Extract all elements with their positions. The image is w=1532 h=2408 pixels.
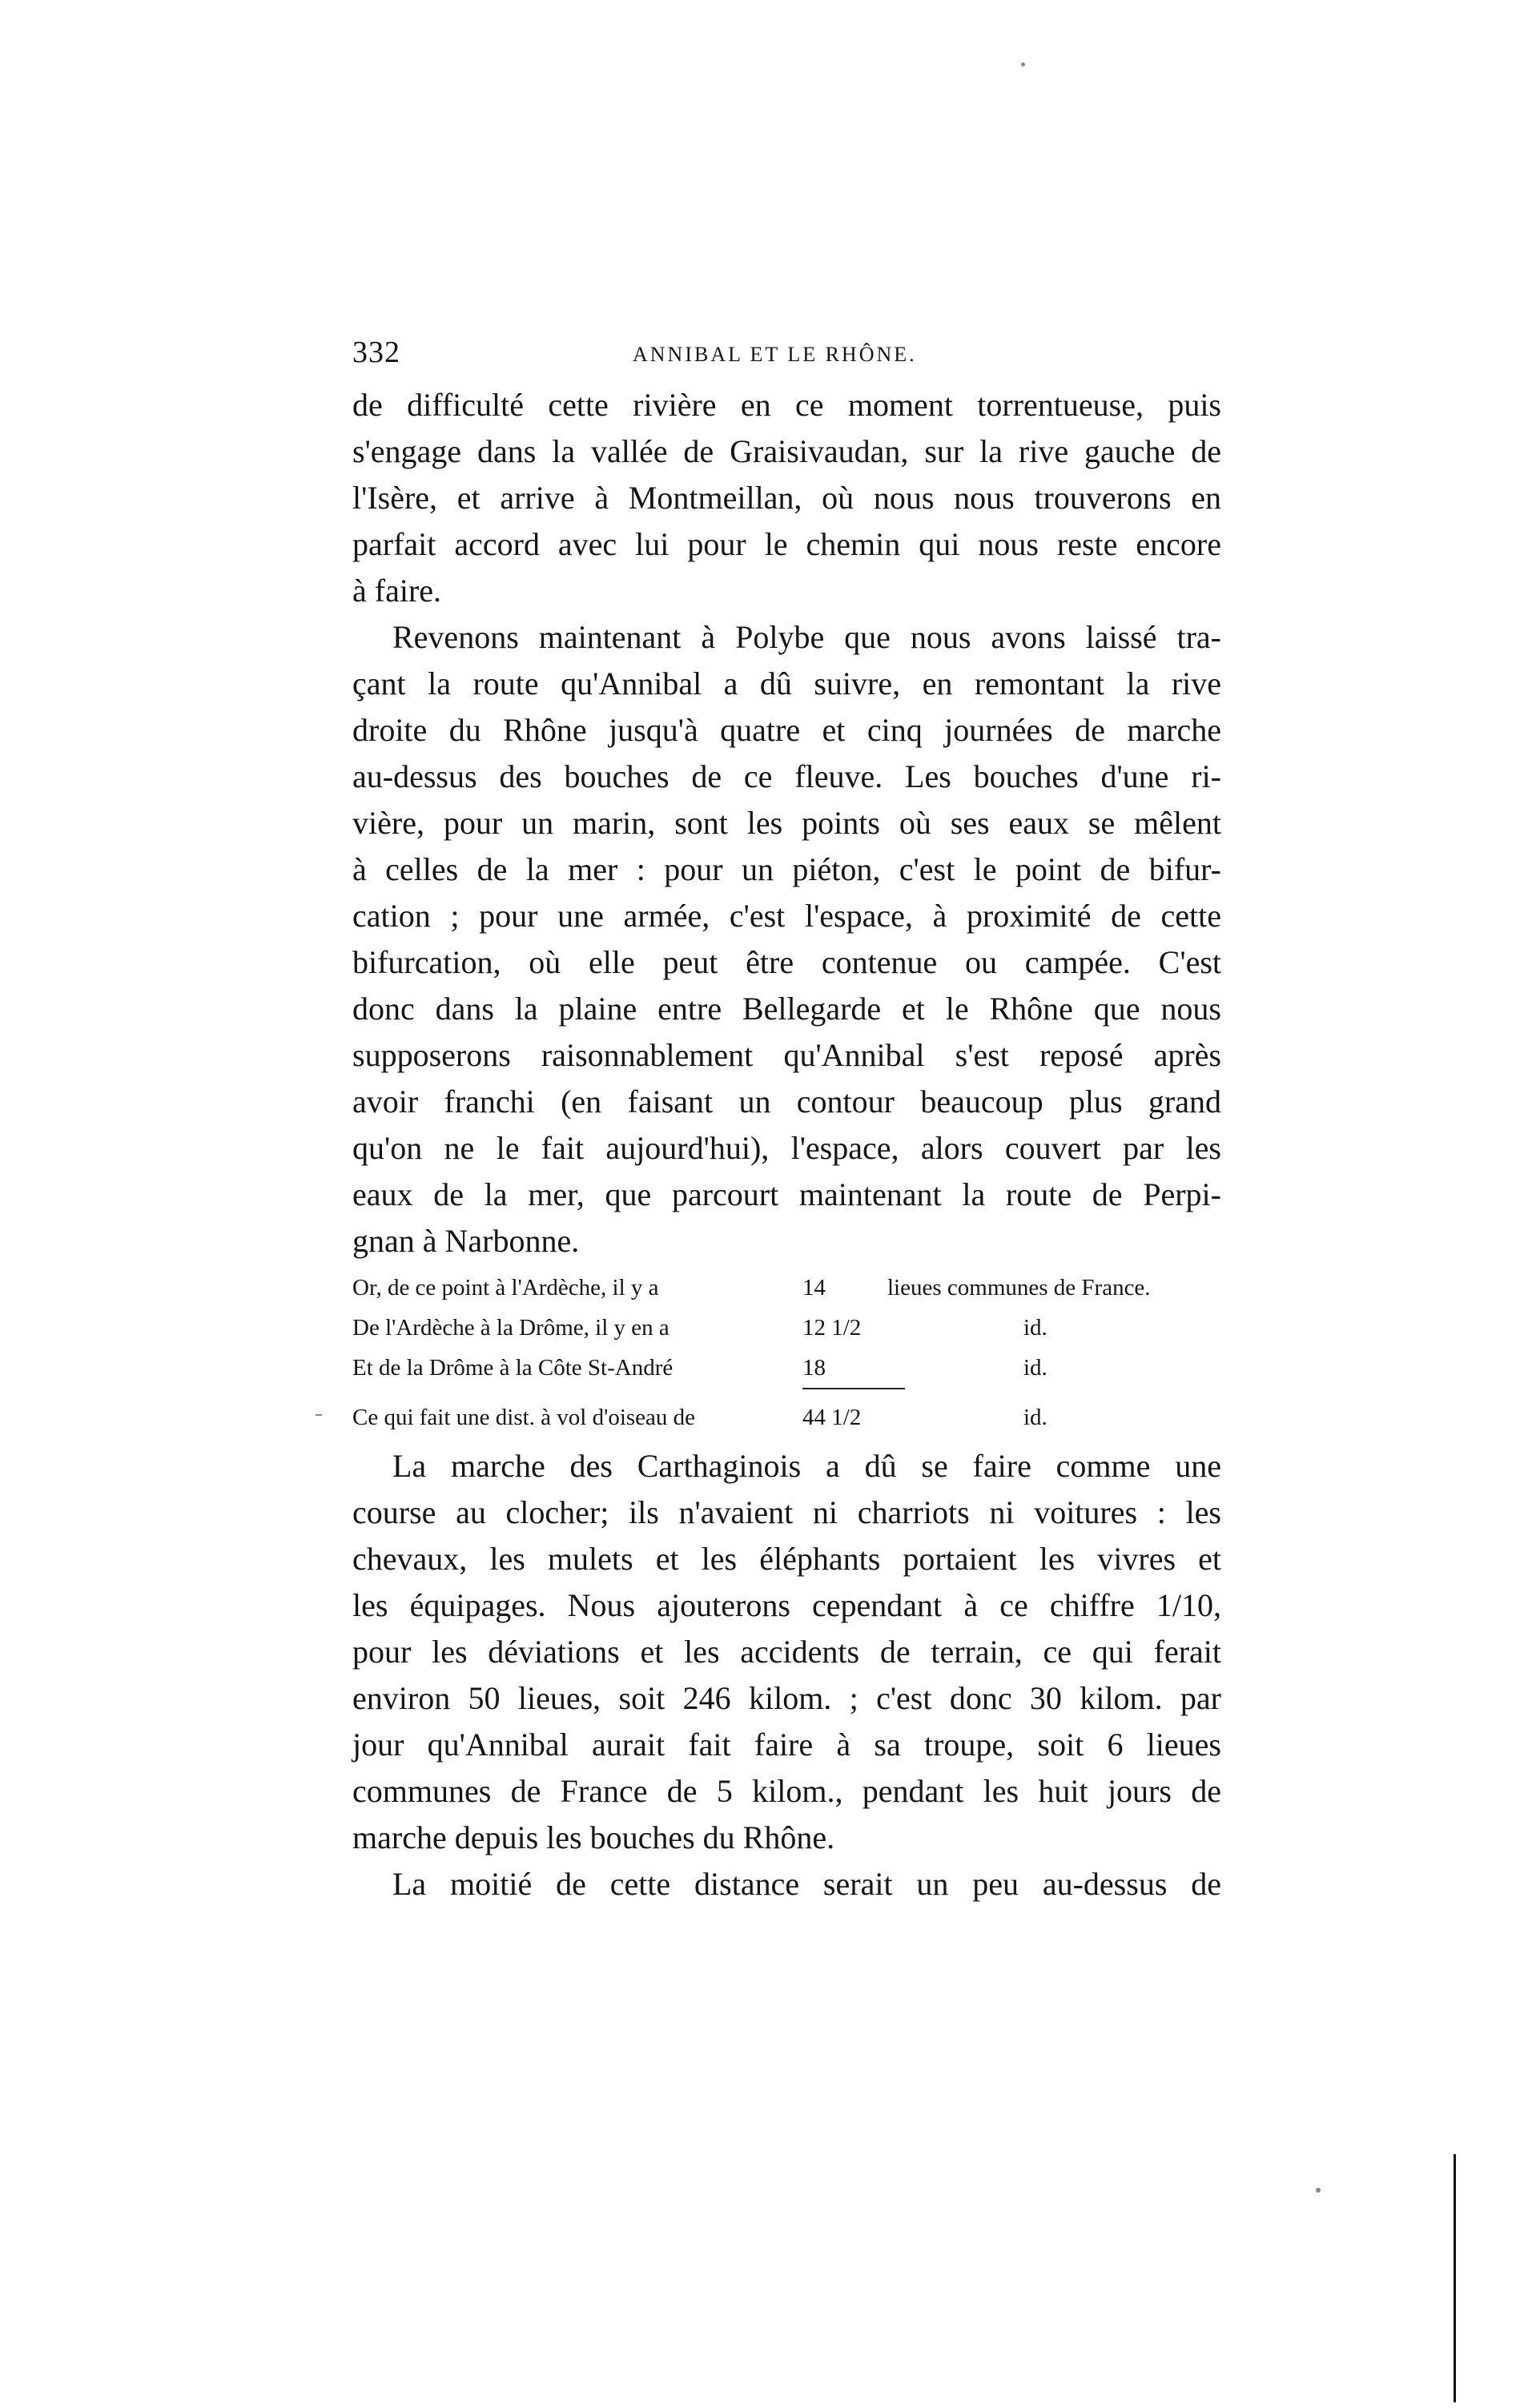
row-label: Or, de ce point à l'Ardèche, il y a — [352, 1275, 659, 1300]
row-value: 14 — [802, 1275, 826, 1300]
text-line: environ 50 lieues, soit 246 kilom. ; c'est donc 30 kilom. par — [352, 1680, 1221, 1716]
text-line: à celles de la mer : pour un piéton, c'est le point de bifur- — [352, 851, 1221, 887]
text-line: marche depuis les bouches du Rhône. — [352, 1819, 835, 1855]
text-line: droite du Rhône jusqu'à quatre et cinq journées de marche — [352, 712, 1221, 748]
body-text-lower — [352, 1443, 1221, 1908]
text-line: vière, pour un marin, sont les points où ses eaux se mêlent — [352, 805, 1221, 841]
text-line: parfait accord avec lui pour le chemin qui nous reste encore — [352, 526, 1221, 562]
text-line: de difficulté cette rivière en ce moment torrentueuse, puis — [352, 387, 1221, 423]
text-line: cation ; pour une armée, c'est l'espace, à proximité de cette — [352, 898, 1221, 934]
paragraph-1 — [352, 382, 1221, 614]
running-title: ANNIBAL ET LE RHÔNE. — [633, 343, 917, 366]
running-head — [352, 335, 1221, 375]
total-value: 44 1/2 — [802, 1405, 862, 1430]
sum-rule — [802, 1388, 905, 1389]
text-line: eaux de la mer, que parcourt maintenant la route de Perpi- — [352, 1176, 1221, 1212]
text-line: l'Isère, et arrive à Montmeillan, où nous nous trouverons en — [352, 480, 1221, 516]
row-unit: id. — [1023, 1315, 1047, 1341]
row-label: Et de la Drôme à la Côte St-André — [352, 1355, 674, 1381]
text-line: La moitié de cette distance serait un peu au-dessus de — [392, 1866, 1221, 1902]
row-unit: lieues communes de France. — [887, 1275, 1151, 1300]
table-row — [352, 1348, 1221, 1388]
row-value: 18 — [802, 1355, 826, 1381]
text-line: à faire. — [352, 573, 442, 609]
text-line: supposerons raisonnablement qu'Annibal s'est reposé après — [352, 1037, 1221, 1073]
text-line: pour les déviations et les accidents de terrain, ce qui ferait — [352, 1634, 1221, 1670]
text-line: bifurcation, où elle peut être contenue ou campée. C'est — [352, 944, 1221, 980]
text-line: çant la route qu'Annibal a dû suivre, en remontant la rive — [352, 665, 1221, 701]
scan-margin-mark — [1454, 2154, 1456, 2402]
text-line: communes de France de 5 kilom., pendant les huit jours de — [352, 1773, 1221, 1809]
row-label: De l'Ardèche à la Drôme, il y en a — [352, 1315, 669, 1341]
row-value: 12 1/2 — [802, 1315, 862, 1341]
text-line: au-dessus des bouches de ce fleuve. Les bouches d'une ri- — [352, 758, 1221, 794]
text-line: chevaux, les mulets et les éléphants portaient les vivres et — [352, 1541, 1221, 1577]
scan-speck — [316, 1414, 322, 1416]
distance-table — [352, 1268, 1221, 1437]
total-label: Ce qui fait une dist. à vol d'oiseau de — [352, 1405, 696, 1430]
row-unit: id. — [1023, 1355, 1047, 1381]
text-line: course au clocher; ils n'avaient ni charriots ni voitures : les — [352, 1494, 1221, 1530]
text-line: qu'on ne le fait aujourd'hui), l'espace, alors couvert par les — [352, 1130, 1221, 1166]
body-text-upper — [352, 382, 1221, 1264]
text-line: jour qu'Annibal aurait fait faire à sa troupe, soit 6 lieues — [352, 1727, 1221, 1763]
text-line: avoir franchi (en faisant un contour beaucoup plus grand — [352, 1083, 1221, 1120]
text-line: La marche des Carthaginois a dû se faire comme une — [392, 1448, 1221, 1484]
scan-speck — [1316, 2188, 1321, 2193]
total-unit: id. — [1023, 1405, 1047, 1430]
text-line: les équipages. Nous ajouterons cependant à ce chiffre 1/10, — [352, 1587, 1221, 1623]
table-total-row — [352, 1397, 1221, 1437]
text-line: Revenons maintenant à Polybe que nous avons laissé tra- — [392, 619, 1221, 655]
paragraph-2 — [352, 614, 1221, 1264]
scan-speck — [1021, 62, 1025, 66]
table-row — [352, 1268, 1221, 1308]
paragraph-4 — [352, 1861, 1221, 1908]
table-row — [352, 1308, 1221, 1348]
paragraph-3 — [352, 1443, 1221, 1861]
text-line: gnan à Narbonne. — [352, 1223, 580, 1259]
text-line: s'engage dans la vallée de Graisivaudan, sur la rive gauche de — [352, 433, 1221, 469]
text-line: donc dans la plaine entre Bellegarde et le Rhône que nous — [352, 991, 1221, 1027]
page-number: 332 — [352, 336, 400, 369]
